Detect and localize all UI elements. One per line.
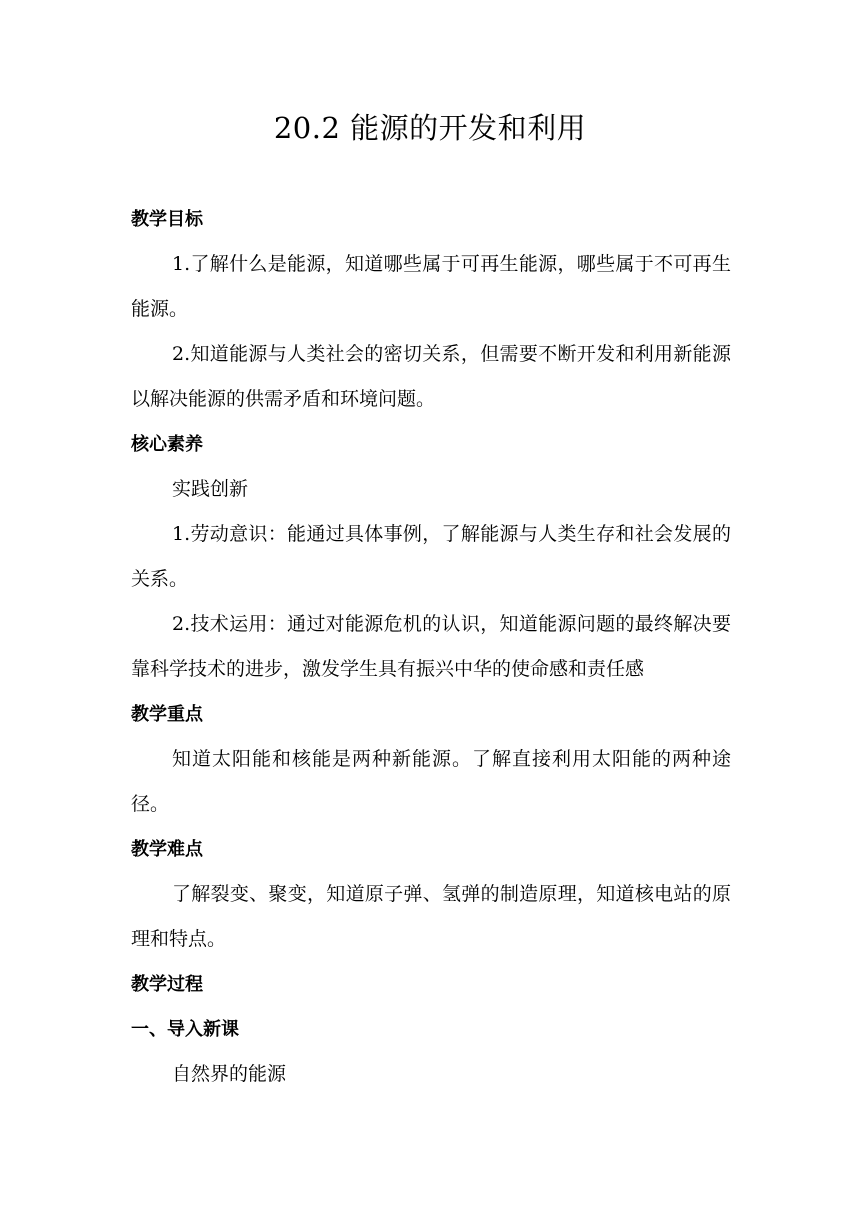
literacy-1: 1.劳动意识：能通过具体事例，了解能源与人类生存和社会发展的关系。 [131, 523, 731, 590]
document-title: 20.2 能源的开发和利用 [273, 111, 587, 145]
subheading-new-lesson: 一、导入新课 [131, 1019, 239, 1040]
process-1: 自然界的能源 [172, 1063, 287, 1085]
document-body [131, 197, 731, 1097]
heading-core-literacy: 核心素养 [131, 434, 203, 455]
key-point-1: 知道太阳能和核能是两种新能源。了解直接利用太阳能的两种途径。 [131, 748, 731, 815]
heading-teaching-process: 教学过程 [131, 974, 203, 995]
literacy-intro: 实践创新 [172, 478, 249, 500]
heading-key-points: 教学重点 [131, 704, 203, 725]
objective-1: 1.了解什么是能源，知道哪些属于可再生能源，哪些属于不可再生能源。 [131, 253, 731, 320]
literacy-2: 2.技术运用：通过对能源危机的认识，知道能源问题的最终解决要靠科学技术的进步，激发学生具有振兴中华的使命感和责任感 [131, 613, 731, 680]
heading-difficulties: 教学难点 [131, 839, 203, 860]
heading-objectives: 教学目标 [131, 209, 203, 230]
difficulty-1: 了解裂变、聚变，知道原子弹、氢弹的制造原理，知道核电站的原理和特点。 [131, 883, 731, 950]
objective-2: 2.知道能源与人类社会的密切关系，但需要不断开发和利用新能源以解决能源的供需矛盾和环境问题。 [131, 343, 731, 410]
